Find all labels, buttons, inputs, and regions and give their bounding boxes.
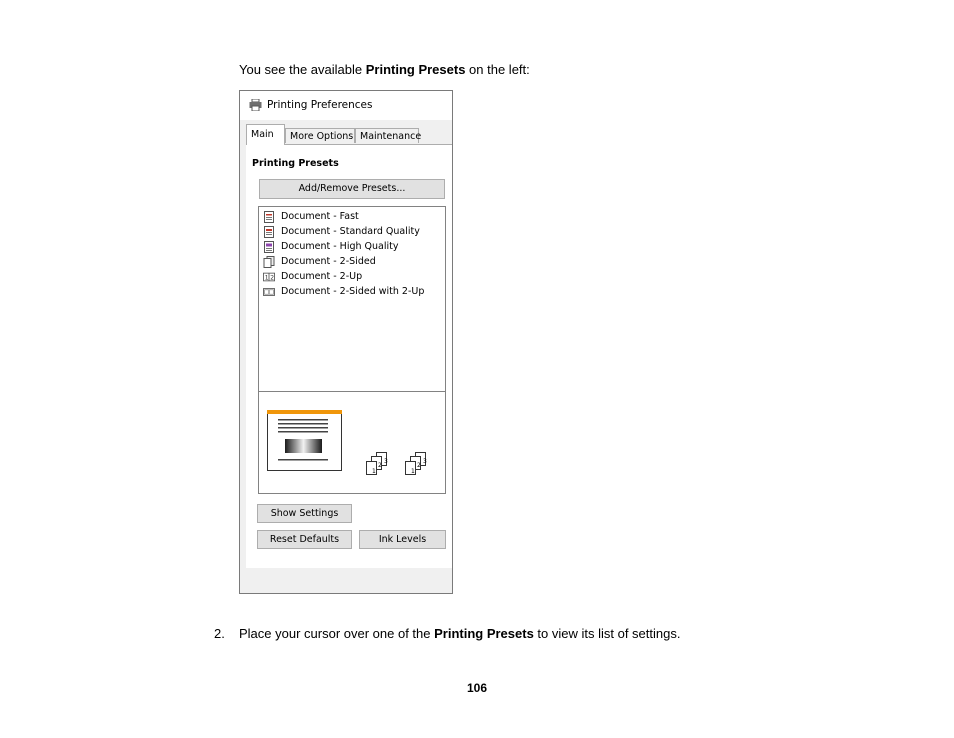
two-sided-icon (263, 256, 275, 268)
step-text-start: Place your cursor over one of the (239, 626, 435, 641)
multipage-stack-icon (405, 452, 435, 478)
preset-label: Document - 2-Sided (281, 256, 376, 267)
duplex-stack-icon (366, 452, 396, 478)
printing-preferences-dialog (239, 90, 453, 594)
show-settings-button[interactable]: Show Settings (257, 504, 352, 523)
step-2-paragraph (214, 626, 680, 642)
step-bold-term: Printing Presets (434, 626, 534, 641)
document-fast-icon (263, 211, 275, 223)
preset-label: Document - 2-Up (281, 271, 363, 282)
ink-levels-button[interactable]: Ink Levels (359, 530, 446, 549)
document-standard-icon (263, 226, 275, 238)
two-sided-two-up-icon (263, 286, 275, 298)
svg-text:1: 1 (411, 468, 415, 475)
intro-bold-term: Printing Presets (365, 62, 466, 77)
svg-text:1: 1 (372, 468, 376, 475)
tab-main[interactable]: Main (246, 124, 285, 145)
preset-label: Document - 2-Sided with 2-Up (281, 286, 425, 297)
dialog-titlebar (240, 91, 452, 120)
intro-text-end: on the left: (465, 62, 530, 77)
tab-maintenance[interactable]: Maintenance (355, 128, 419, 143)
presets-list[interactable] (258, 206, 446, 392)
document-high-quality-icon (263, 241, 275, 253)
svg-text:2: 2 (270, 274, 275, 282)
reset-defaults-button[interactable]: Reset Defaults (257, 530, 352, 549)
svg-text:3: 3 (384, 458, 388, 465)
tab-more-options[interactable]: More Options (285, 128, 355, 143)
step-number: 2. (214, 626, 225, 641)
presets-section-title: Printing Presets (252, 158, 339, 169)
intro-paragraph (239, 62, 530, 78)
preset-label: Document - Fast (281, 211, 359, 222)
step-text-end: to view its list of settings. (533, 626, 681, 641)
page-number: 106 (466, 681, 488, 695)
settings-preview-pane (258, 391, 446, 494)
add-remove-presets-button[interactable]: Add/Remove Presets... (259, 179, 445, 199)
svg-text:1: 1 (264, 274, 269, 282)
tab-strip (240, 124, 452, 144)
intro-text-start: You see the available (239, 62, 366, 77)
svg-text:3: 3 (423, 458, 427, 465)
two-up-icon (263, 271, 275, 283)
dialog-title: Printing Preferences (267, 99, 373, 111)
svg-text:2: 2 (378, 462, 382, 469)
svg-text:2: 2 (417, 462, 421, 469)
printer-icon (249, 99, 262, 111)
preset-label: Document - Standard Quality (281, 226, 420, 237)
preset-label: Document - High Quality (281, 241, 399, 252)
